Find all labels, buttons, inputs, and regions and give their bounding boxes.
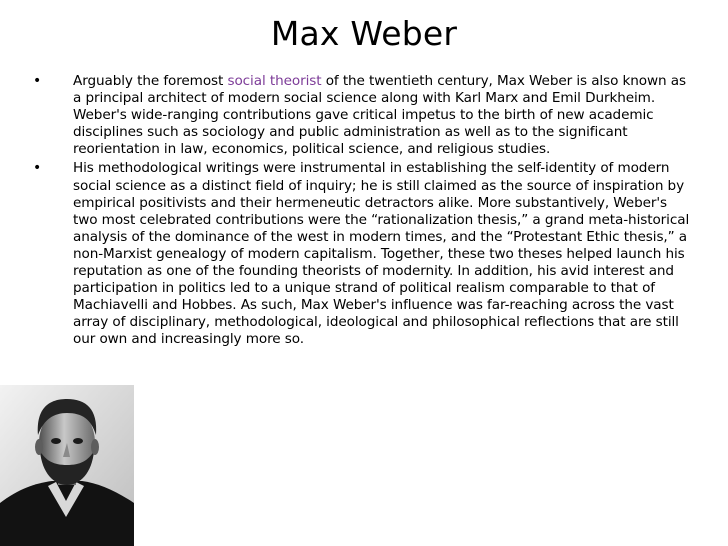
bullet-text-1-before: Arguably the foremost	[73, 73, 228, 89]
bullet-item-1	[33, 73, 693, 158]
bullet-list	[33, 73, 693, 351]
slide-title: Max Weber	[270, 14, 458, 53]
bullet-symbol: •	[33, 160, 42, 177]
bullet-item-2	[33, 160, 693, 348]
portrait-photo-icon	[0, 385, 134, 546]
social-theorist-link[interactable]: social theorist	[227, 73, 322, 89]
bullet-symbol: •	[33, 73, 42, 89]
bullet-text-2: His methodological writings were instrumental in establishing the self-identity of modern social science as a distinct field of inquiry; he is still claimed as the source of inspiration by empirical positivists and their hermeneutic detractors alike. More substantively, Weber's two most celebrated contributions were the “rationalization thesis,” a grand meta-historical analysis of the dominance of the west in modern times, and the “Protestant Ethic thesis,” a non-Marxist genealogy of modern capitalism. Together, these two theses helped launch his reputation as one of the founding theorists of modernity. In addition, his avid interest and participation in politics led to a unique strand of political realism comparable to that of Machiavelli and Hobbes. As such, Max Weber's influence was far-reaching across the vast array of disciplinary, methodological, ideological and philosophical reflections that are still our own and increasingly more so.	[73, 160, 690, 348]
bullet-text-1-after: of the twentieth century, Max Weber is also known as a principal architect of modern social science along with Karl Marx and Emil Durkheim. Weber's wide-ranging contributions gave critical impetus to the birth of new academic disciplines such as sociology and public administration as well as to the significant reorientation in law, economics, political science, and religious studies.	[73, 73, 686, 158]
